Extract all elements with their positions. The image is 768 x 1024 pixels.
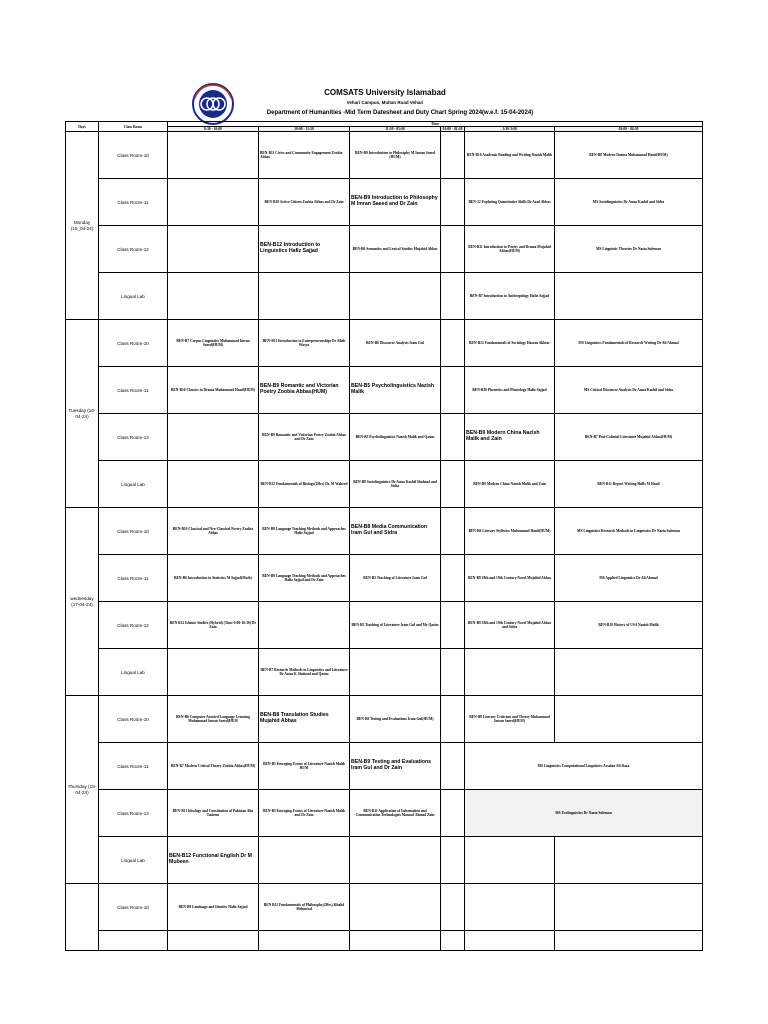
exam-cell: BEN-B9 Language Teaching Methods and Approaches Hafiz Sajjad bbox=[259, 508, 350, 555]
exam-cell: BEN-B5 Teaching of Literature Iram Gul and Mr Qasim bbox=[350, 602, 441, 649]
exam-cell bbox=[465, 837, 555, 884]
exam-cell: BEN-B5 Teaching of Literature Iram Gul bbox=[350, 555, 441, 602]
exam-cell: BEN-B9 Testing and Evaluations Iram Gul and Dr Zain bbox=[350, 743, 441, 790]
exam-cell: BEN-B9 18th and 19th Century Novel Mujahid Abbas bbox=[465, 555, 555, 602]
datesheet-table-wrapper bbox=[65, 121, 703, 951]
exam-cell: BEN-B8 Translation Studies Mujahid Abbas bbox=[259, 696, 350, 743]
exam-cell: BEN-B12 Fundamentals of Biology(2Hrs) Dr. M Waheed bbox=[259, 461, 350, 508]
exam-cell bbox=[168, 461, 259, 508]
day-cell-tuesday: Tuesday (16-04-24) bbox=[66, 320, 99, 508]
break-cell bbox=[441, 649, 465, 696]
exam-cell: BEN-B9 Testing and Evaluations Iram Gul(HUM) bbox=[350, 696, 441, 743]
break-cell bbox=[441, 273, 465, 320]
day-cell-thursday: Thursday (18-04-24) bbox=[66, 696, 99, 884]
exam-cell: MS Critical Discourse Analysis Dr Asma Kashif and Sidra bbox=[555, 367, 703, 414]
exam-cell: BEN-B6 Computer Assisted Language Learning Muhammad Imran Saeed(HUM bbox=[168, 696, 259, 743]
exam-cell bbox=[465, 649, 555, 696]
day-cell-friday bbox=[66, 884, 99, 951]
exam-cell: BEN-B10 Classics in Drama Muhammad Hanif(HUM) bbox=[168, 367, 259, 414]
exam-cell: BEN-B5 Emerging Forms of Literature Nazish Malik and Dr Zain bbox=[259, 790, 350, 837]
exam-cell: BEN-B10 History of USA Nazish Malik bbox=[555, 602, 703, 649]
university-name: COMSATS University Islamabad bbox=[324, 88, 446, 97]
exam-cell bbox=[259, 602, 350, 649]
exam-cell: BEN-B9 Language Teaching Methods and Approaches Hafiz Sajjad and Dr Zain bbox=[259, 555, 350, 602]
exam-cell: BEN-B9 Modern China Nazish Malik and Zain bbox=[465, 461, 555, 508]
room-cell: Class Room-11 bbox=[99, 555, 168, 602]
room-cell: Class Room-12 bbox=[99, 602, 168, 649]
slot-header: 01:00 - 01:30 bbox=[441, 127, 465, 132]
exam-cell bbox=[168, 273, 259, 320]
room-cell: Class Room-10 bbox=[99, 696, 168, 743]
exam-cell: BEN-B9 Introduction to Philosophy M Imran Saeed and Dr Zain bbox=[350, 179, 441, 226]
slot-header: 11:30 - 01:00 bbox=[350, 127, 441, 132]
exam-cell: BEN-B7 Corpus Linguistics Muhammad Imran Saeed(HUM) bbox=[168, 320, 259, 367]
exam-cell: BEN-B11 Introduction to Entrepreneurships Dr Allah Wasya bbox=[259, 320, 350, 367]
exam-cell: BEN-B8 Landuage and Identity Hafiz Sajjad bbox=[168, 884, 259, 931]
break-cell bbox=[441, 132, 465, 179]
exam-cell bbox=[555, 273, 703, 320]
room-cell: Lingual Lab bbox=[99, 649, 168, 696]
break-cell bbox=[441, 508, 465, 555]
exam-cell: BEN-12 Exploring Quantitative Skills Dr Asad Abbas bbox=[465, 179, 555, 226]
exam-cell bbox=[259, 931, 350, 951]
exam-cell bbox=[350, 649, 441, 696]
break-cell bbox=[441, 790, 465, 837]
exam-cell: BEN-B9 Romantic and Victorian Poetry Zoobia Abbas and Dr Zain bbox=[259, 414, 350, 461]
exam-cell: BEN-B6 Introduction to Statistics M Sajjad(Math) bbox=[168, 555, 259, 602]
room-cell: Class Room-11 bbox=[99, 367, 168, 414]
break-cell bbox=[441, 696, 465, 743]
exam-cell: BEN-B10 Phonetics and Phonology Hafiz Sajjad bbox=[465, 367, 555, 414]
exam-cell bbox=[259, 837, 350, 884]
room-cell: Class Room-10 bbox=[99, 508, 168, 555]
break-cell bbox=[441, 367, 465, 414]
exam-cell: BEN-B5 Psycholinguistics Nazish Malik and Qasim bbox=[350, 414, 441, 461]
break-cell bbox=[441, 884, 465, 931]
exam-cell: BEN-B12 Functional English Dr M Mubeen bbox=[168, 837, 259, 884]
exam-cell bbox=[555, 884, 703, 931]
exam-cell: BEN B12 Fundamentals of Philosophy(2Hrs) Khalid Mehmood bbox=[259, 884, 350, 931]
exam-cell: MS Linguistics Computational Linguistics Arsalan Ali Raza bbox=[465, 743, 703, 790]
room-cell: Lingual Lab bbox=[99, 273, 168, 320]
exam-cell: BEN-B6 Discourse Analysis Iram Gul bbox=[350, 320, 441, 367]
room-cell: Lingual Lab bbox=[99, 837, 168, 884]
exam-cell: BEN-B8 Sociolinguistics Dr Asma Kashif Shahzad and Sidra bbox=[350, 461, 441, 508]
days-header: Days bbox=[66, 122, 99, 132]
exam-cell: MS Linguistics Fundamentals of Research Writing Dr Ali Ahmad bbox=[555, 320, 703, 367]
exam-cell bbox=[168, 132, 259, 179]
exam-cell bbox=[350, 931, 441, 951]
break-cell bbox=[441, 179, 465, 226]
exam-cell: BEN-B7 Modern Critical Theory Zoobia Abbas(HUM) bbox=[168, 743, 259, 790]
break-cell bbox=[441, 837, 465, 884]
exam-cell: BEN-B6 Literary Stylistics Muhammad Hanif(HUM) bbox=[465, 508, 555, 555]
exam-cell bbox=[555, 696, 703, 743]
exam-cell: BEN-B7 Post-Colonial Literature Mujahid Abbas(HUM) bbox=[555, 414, 703, 461]
slot-header: 03:00 - 04:30 bbox=[555, 127, 703, 132]
exam-cell: BEN-B8 Media Communication Iram Gul and Sidra bbox=[350, 508, 441, 555]
exam-cell: MS Ecolinguistics Dr Nazia Suleman bbox=[465, 790, 703, 837]
exam-cell: BEN-B8 Literary Criticism and Theory Muhammad Imran Saeed(HUM) bbox=[465, 696, 555, 743]
break-cell bbox=[441, 743, 465, 790]
document-header bbox=[0, 0, 768, 122]
room-cell: Class Room-12 bbox=[99, 226, 168, 273]
exam-cell bbox=[350, 273, 441, 320]
slot-header: 8:30 - 10:00 bbox=[168, 127, 259, 132]
exam-cell: BEN-B11 Application of Information and Communication Technologies Masoud Ahmad Zain bbox=[350, 790, 441, 837]
break-cell bbox=[441, 461, 465, 508]
exam-cell: BEN-B11 Report Writing Skills M Hanif bbox=[555, 461, 703, 508]
room-cell: Class Room-10 bbox=[99, 320, 168, 367]
exam-cell: BEN-B5 Psycholinguistics Nazish Malik bbox=[350, 367, 441, 414]
room-cell bbox=[99, 931, 168, 951]
exam-cell: BEN-B7 Introduction to Anthropology Hafiz Sajjad bbox=[465, 273, 555, 320]
exam-cell: BEN-B12 Introduction to Linguistics Hafiz Sajjad bbox=[259, 226, 350, 273]
exam-cell: BEN-B11 Civics and Community Engagement Zoobia Abbas bbox=[259, 132, 350, 179]
break-cell bbox=[441, 414, 465, 461]
university-logo-icon bbox=[191, 82, 235, 126]
exam-cell bbox=[465, 884, 555, 931]
exam-cell: MS Applied Linguistics Dr Ali Ahmad bbox=[555, 555, 703, 602]
exam-cell: BEN-B5 Emerging Forms of Literature Nazish Malik HUM bbox=[259, 743, 350, 790]
slot-header: 1:30-3:00 bbox=[465, 127, 555, 132]
room-cell: Class Room-12 bbox=[99, 414, 168, 461]
room-cell: Lingual Lab bbox=[99, 461, 168, 508]
exam-cell bbox=[168, 414, 259, 461]
exam-cell: BEN-B9 18th and 19th Century Novel Mujahid Abbas and Sidra bbox=[465, 602, 555, 649]
break-cell bbox=[441, 226, 465, 273]
exam-cell bbox=[555, 837, 703, 884]
break-cell bbox=[441, 320, 465, 367]
exam-cell bbox=[350, 884, 441, 931]
room-cell: Class Room-11 bbox=[99, 179, 168, 226]
time-header: Time bbox=[168, 122, 703, 127]
exam-cell: BEN-B9 Romantic and Victorian Poetry Zoobia Abbas(HUM) bbox=[259, 367, 350, 414]
exam-cell: BEN-B9 Introduction to Philosophy M Imran Saeed (HUM) bbox=[350, 132, 441, 179]
exam-cell bbox=[465, 931, 555, 951]
exam-cell bbox=[350, 837, 441, 884]
campus-address: Vehari Campus, Multan Road Vehari bbox=[346, 100, 424, 105]
exam-cell: MS Linguistic Theories Dr Nazia Suleman bbox=[555, 226, 703, 273]
exam-cell bbox=[168, 649, 259, 696]
exam-cell bbox=[168, 931, 259, 951]
room-header: Class Room bbox=[99, 122, 168, 132]
slot-header: 10:00 - 11:30 bbox=[259, 127, 350, 132]
break-cell bbox=[441, 555, 465, 602]
exam-cell: BEN-B7 Research Methods in Linguistics and Literature Dr Asma K Shahzad and Qasim bbox=[259, 649, 350, 696]
room-cell: Class Room-12 bbox=[99, 790, 168, 837]
exam-cell bbox=[555, 931, 703, 951]
exam-cell: BEN-B10 Classical and Neo-Classical Poetry Zoobia Abbas bbox=[168, 508, 259, 555]
exam-cell bbox=[168, 226, 259, 273]
exam-cell: BEN-B12 Fundamentals of Sociology Hassan Akhtar bbox=[465, 320, 555, 367]
datesheet-title: Department of Humanities -Mid Term Datesheet and Duty Chart Spring 2024(w.e.f. 15-04-2024) bbox=[266, 110, 534, 116]
exam-cell: BEN-B9 Modern China Nazish Malik and Zain bbox=[465, 414, 555, 461]
exam-cell: BEN-B8 Modern Drama Muhammad Hanif(HUM) bbox=[555, 132, 703, 179]
room-cell: Class Room-10 bbox=[99, 884, 168, 931]
datesheet-table bbox=[65, 121, 703, 951]
exam-cell: BEN-B6 Semantics and Lexical Studies Mujahid Abbas bbox=[350, 226, 441, 273]
exam-cell: BEN-B10 Active Citizen Zoobia Abbas and Dr Zain bbox=[259, 179, 350, 226]
break-cell bbox=[441, 931, 465, 951]
exam-cell bbox=[168, 179, 259, 226]
room-cell: Class Room-11 bbox=[99, 743, 168, 790]
exam-cell: MS Sociolinguistics Dr Asma Kashif and Sidra bbox=[555, 179, 703, 226]
day-cell-wednesday: wednesday (17-04-24) bbox=[66, 508, 99, 696]
room-cell: Class Room-10 bbox=[99, 132, 168, 179]
exam-cell: BEN B12 Islamic Studies (Hybrid) (Time 9:00-10:30) Dr Zain bbox=[168, 602, 259, 649]
exam-cell: BEN-B11 Ideology and Constitution of Pakistan Alia Tasleem bbox=[168, 790, 259, 837]
exam-cell: BEN-B10 Academic Reading and Writing Nazish Malik bbox=[465, 132, 555, 179]
exam-cell: MS Linguistics Research Methods in Linguistics Dr Nazia Suleman bbox=[555, 508, 703, 555]
exam-cell bbox=[555, 649, 703, 696]
exam-cell bbox=[259, 273, 350, 320]
day-cell-monday: Monday (15_04-24) bbox=[66, 132, 99, 320]
break-cell bbox=[441, 602, 465, 649]
exam-cell: BEN-B11 Introduction to Poetry and Drama Mujahid Abbas(HUM) bbox=[465, 226, 555, 273]
